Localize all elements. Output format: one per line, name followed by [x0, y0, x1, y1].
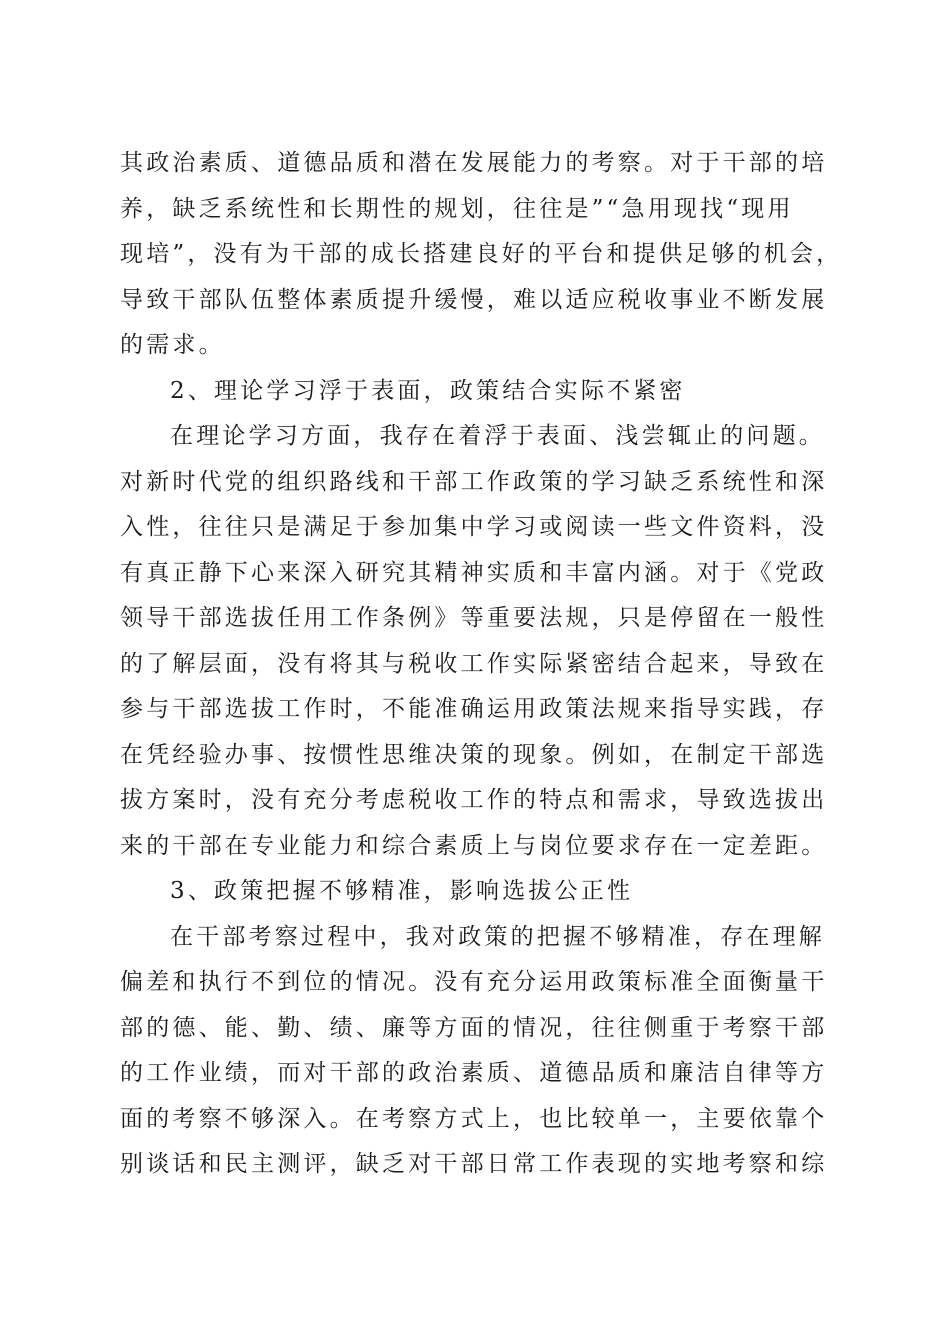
- paragraph-line: 对新时代党的组织路线和干部工作政策的学习缺乏系统性和深: [120, 468, 828, 495]
- paragraph-line: 在理论学习方面，我存在着浮于表面、浅尝辄止的问题。: [170, 423, 825, 449]
- paragraph-line: 的了解层面，没有将其与税收工作实际紧密结合起来，导致在: [120, 650, 828, 677]
- paragraph-line: 现培”，没有为干部的成长搭建良好的平台和提供足够的机会，: [120, 241, 843, 267]
- paragraph-line: 导致干部队伍整体素质提升缓慢，难以适应税收事业不断发展: [120, 286, 828, 313]
- paragraph-line: 拔方案时，没有充分考虑税收工作的特点和需求，导致选拔出: [120, 787, 828, 813]
- section-heading: 3、政策把握不够精准，影响选拔公正性: [170, 878, 634, 904]
- paragraph-line: 的工作业绩，而对干部的政治素质、道德品质和廉洁自律等方: [120, 1060, 828, 1086]
- paragraph-line: 偏差和执行不到位的情况。没有充分运用政策标准全面衡量干: [120, 969, 828, 995]
- paragraph-line: 入性，往往只是满足于参加集中学习或阅读一些文件资料，没: [120, 514, 828, 540]
- paragraph-line: 别谈话和民主测评，缺乏对干部日常工作表现的实地考察和综: [120, 1151, 828, 1177]
- paragraph-line: 部的德、能、勤、绩、廉等方面的情况，往往侧重于考察干部: [120, 1014, 828, 1041]
- paragraph-line: 在干部考察过程中，我对政策的把握不够精准，存在理解: [170, 923, 825, 950]
- paragraph-line: 有真正静下心来深入研究其精神实质和丰富内涵。对于《党政: [120, 559, 828, 586]
- paragraph-line: 的需求。: [120, 332, 225, 358]
- document-page: [120, 141, 843, 1188]
- paragraph-line: 来的干部在专业能力和综合素质上与岗位要求存在一定差距。: [120, 832, 828, 859]
- paragraph-line: 参与干部选拔工作时，不能准确运用政策法规来指导实践，存: [120, 696, 828, 722]
- paragraph-line: 面的考察不够深入。在考察方式上，也比较单一，主要依靠个: [120, 1105, 828, 1132]
- paragraph-line: 领导干部选拔任用工作条例》等重要法规，只是停留在一般性: [120, 605, 828, 631]
- section-heading: 2、理论学习浮于表面，政策结合实际不紧密: [170, 377, 686, 404]
- paragraph-line: 其政治素质、道德品质和潜在发展能力的考察。对于干部的培: [120, 150, 828, 176]
- paragraph-line: 养，缺乏系统性和长期性的规划，往往是”“急用现找“现用: [120, 195, 794, 222]
- paragraph-line: 在凭经验办事、按惯性思维决策的现象。例如，在制定干部选: [120, 741, 828, 768]
